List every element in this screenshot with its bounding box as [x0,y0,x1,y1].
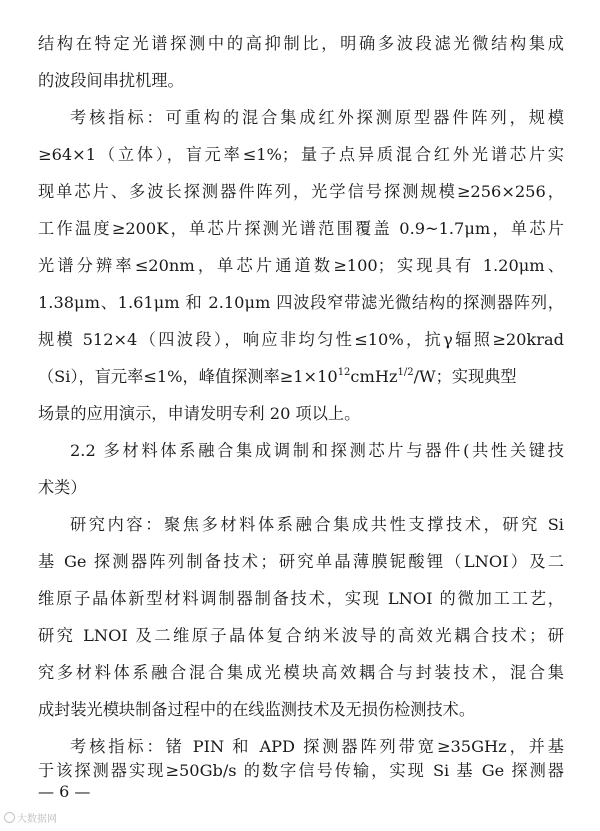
page-number: — 6 — [38,782,91,801]
text-segment: （Si），盲元率≤1%，峰值探测率≥1×10 [38,367,338,386]
superscript: 1/2 [397,366,414,378]
text-line: 研究 LNOI 及二维原子晶体复合纳米波导的高效光耦合技术；研 [38,626,564,645]
watermark-text: 大数据网 [17,814,57,825]
text-line: ≥64×1（立体），盲元率≤1%；量子点异质混合红外光谱芯片实 [38,145,564,164]
text-segment: cmHz [350,367,398,386]
text-line: 规模 512×4（四波段），响应非均匀性≤10%，抗γ辐照≥20krad [38,330,564,349]
text-line: 考核指标：可重构的混合集成红外探测原型器件阵列，规模 [70,108,564,127]
text-line: 考核指标：锗 PIN 和 APD 探测器阵列带宽≥35GHz，并基 [70,737,564,756]
text-line-with-superscripts [38,366,564,388]
text-line: 研究内容：聚焦多材料体系融合集成共性支撑技术，研究 Si [70,515,564,534]
watermark-icon [4,812,15,823]
text-line: 工作温度≥200K，单芯片探测光谱范围覆盖 0.9~1.7μm，单芯片 [38,219,564,238]
text-line: 于该探测器实现≥50Gb/s 的数字信号传输，实现 Si 基 Ge 探测器 [38,761,564,780]
section-heading: 2.2 多材料体系融合集成调制和探测芯片与器件(共性关键技 [70,441,564,460]
text-line: 的波段间串扰机理。 [38,71,184,90]
text-line: 成封装光模块制备过程中的在线监测技术及无损伤检测技术。 [38,700,476,719]
text-line: 光谱分辨率≤20nm，单芯片通道数≥100；实现具有 1.20μm、 [38,256,564,275]
text-line: 现单芯片、多波长探测器件阵列，光学信号探测规模≥256×256， [38,182,564,201]
text-line: 结构在特定光谱探测中的高抑制比，明确多波段滤光微结构集成 [38,34,564,53]
text-line: 1.38μm、1.61μm 和 2.10μm 四波段窄带滤光微结构的探测器阵列， [38,293,564,312]
text-line: 维原子晶体新型材料调制器制备技术，实现 LNOI 的微加工工艺， [38,589,564,608]
text-line: 究多材料体系融合混合集成光模块高效耦合与封装技术，混合集 [38,663,564,682]
watermark [4,810,57,825]
text-line: 基 Ge 探测器阵列制备技术；研究单晶薄膜铌酸锂（LNOI）及二 [38,552,564,571]
section-heading: 术类） [38,478,87,497]
superscript: 12 [337,366,351,378]
text-segment: /W；实现典型 [413,367,517,386]
text-line: 场景的应用演示，申请发明专利 20 项以上。 [38,404,361,423]
